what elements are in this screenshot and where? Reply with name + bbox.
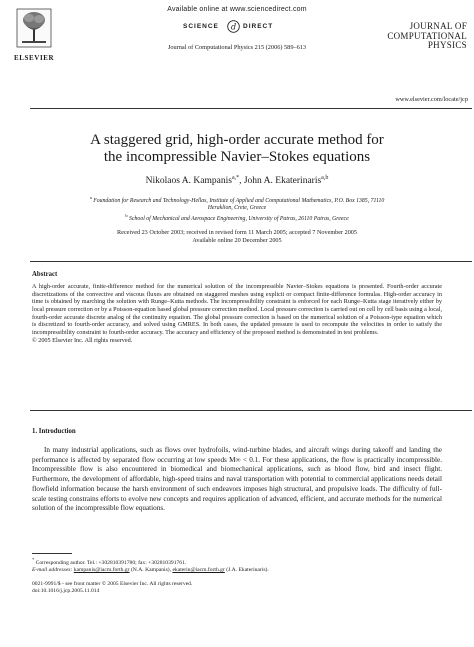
author-name: Nikolaos A. Kampanis [145,176,232,187]
email-owner: (N.A. Kampanis), [129,567,173,574]
email-link[interactable]: ekaterin@iacm.forth.gr [172,567,225,574]
introduction-text: In many industrial applications, such as flows over hydrofoils, wind-turbine blades, and aircraft wings during takeoff and landing the performance is affected by separated flow occurring at low speeds M∞ < 0.1. For these applications, the flow is practically incompressible. Incompressible flow is also encountered in biomedical and biomechanical applications, such as blood flow, bird and insect flight. Furthermore, the development of affordable, high-speed trains and naval transportation with potential to commercial applications needs detail flowfield information because the harsh environment of such endeavors imposes high structural, and propulsive loads. The difficulty of full-scale testing constrains efforts to evolve new concepts and requires application of advanced, efficient, and accurate methods for the numerical solution of the incompressible flow equations. [32,446,442,513]
elsevier-tree-logo-icon [16,8,52,48]
abstract-copyright: © 2005 Elsevier Inc. All rights reserved. [32,336,133,344]
sd-science-text: SCIENCE [183,23,219,30]
footnote [32,556,452,574]
journal-title-line: COMPUTATIONAL [387,30,467,41]
article-history [30,229,444,244]
history-line: Received 23 October 2003; received in revised form 11 March 2005; accepted 7 November 2005 [117,229,357,236]
publisher-name: ELSEVIER [14,54,55,62]
sd-direct-text: DIRECT [243,23,274,30]
abstract-body [32,283,442,344]
affil-text: Heraklion, Crete, Greece [207,205,267,212]
affil-text: School of Mechanical and Aerospace Engineering, University of Patras, 26110 Patras, Greece [129,215,349,222]
affiliation-a [30,194,444,212]
sciencedirect-logo [183,20,293,34]
abstract-heading: Abstract [32,271,58,278]
author-affil-mark: a,* [231,175,240,181]
email-owner: (J.A. Ekaterinaris). [224,567,269,574]
footnote-email-label: E-mail addresses: [32,567,73,574]
sd-mark-letter: d [230,22,237,32]
affiliation-b [30,212,444,223]
abstract-text: A high-order accurate, finite-difference method for the numerical solution of the incompressible Navier–Stokes equations is presented. Fourth-order accurate discretizations of the convective and viscous fluxes are obtained on staggered meshes using explicit or compact finite-difference formulas. High-order accuracy in time is obtained by marching the solution with Runge–Kutta methods. The incompressibility constraint is enforced for each Runge–Kutta stage iteratively either by local pressure correction or by a Poisson-equation based global pressure correction method. Local pressure correction is carried out on cell by cell basis using a local, fourth-order accurate discrete analog of the continuity equation. The global pressure correction is based on the numerical solution of a Poisson-type equation which is discretized to fourth-order accuracy, and solved using GMRES. In both cases, the updated pressure is used to recompute the velocities in order to satisfy the incompressibility constraint to fourth-order accuracy. The accuracy and efficiency of the proposed method is demonstrated in test problems. [32,283,442,336]
journal-url: www.elsevier.com/locate/jcp [395,96,468,103]
affil-mark: a [89,195,92,200]
footnote-rule [32,553,72,554]
title-line: A staggered grid, high-order accurate method for [90,132,384,148]
journal-title-line: JOURNAL OF [409,21,467,31]
author-list [0,175,474,186]
front-matter-info [32,581,332,595]
issn-line: 0021-9991/$ - see front matter © 2005 Elsevier Inc. All rights reserved. [32,581,193,587]
author-affil-mark: a,b [321,175,329,181]
abstract-bottom-rule [30,410,472,411]
sciencedirect-mark-icon [227,20,240,33]
history-line: Available online 20 December 2005 [192,236,282,244]
title-line: the incompressible Navier–Stokes equations [103,149,371,165]
footnote-mark: * [32,557,35,562]
journal-title [375,22,467,51]
paper-title [20,132,454,166]
email-link[interactable]: kampanis@iacm.forth.gr [73,567,130,574]
availability-line: Available online at www.sciencedirect.com [167,6,307,13]
section-heading: 1. Introduction [32,428,76,435]
affil-text: Foundation for Research and Technology-Hellas, Institute of Applied and Computational Mathematics, P.O. Box 1385, 71110 [93,197,385,204]
journal-citation: Journal of Computational Physics 215 (2006) 589–613 [167,44,307,51]
doi-line: doi:10.1016/j.jcp.2005.11.014 [32,588,100,595]
footnote-corresponding: Corresponding author. Tel.: +302810391780; fax: +302810391761. [35,559,187,566]
header-rule [30,108,472,109]
author-name: John A. Ekaterinaris [243,176,322,187]
affil-mark: b [125,213,128,218]
author-separator: , [239,176,244,187]
journal-title-line: PHYSICS [427,40,467,50]
abstract-top-rule [30,261,472,262]
